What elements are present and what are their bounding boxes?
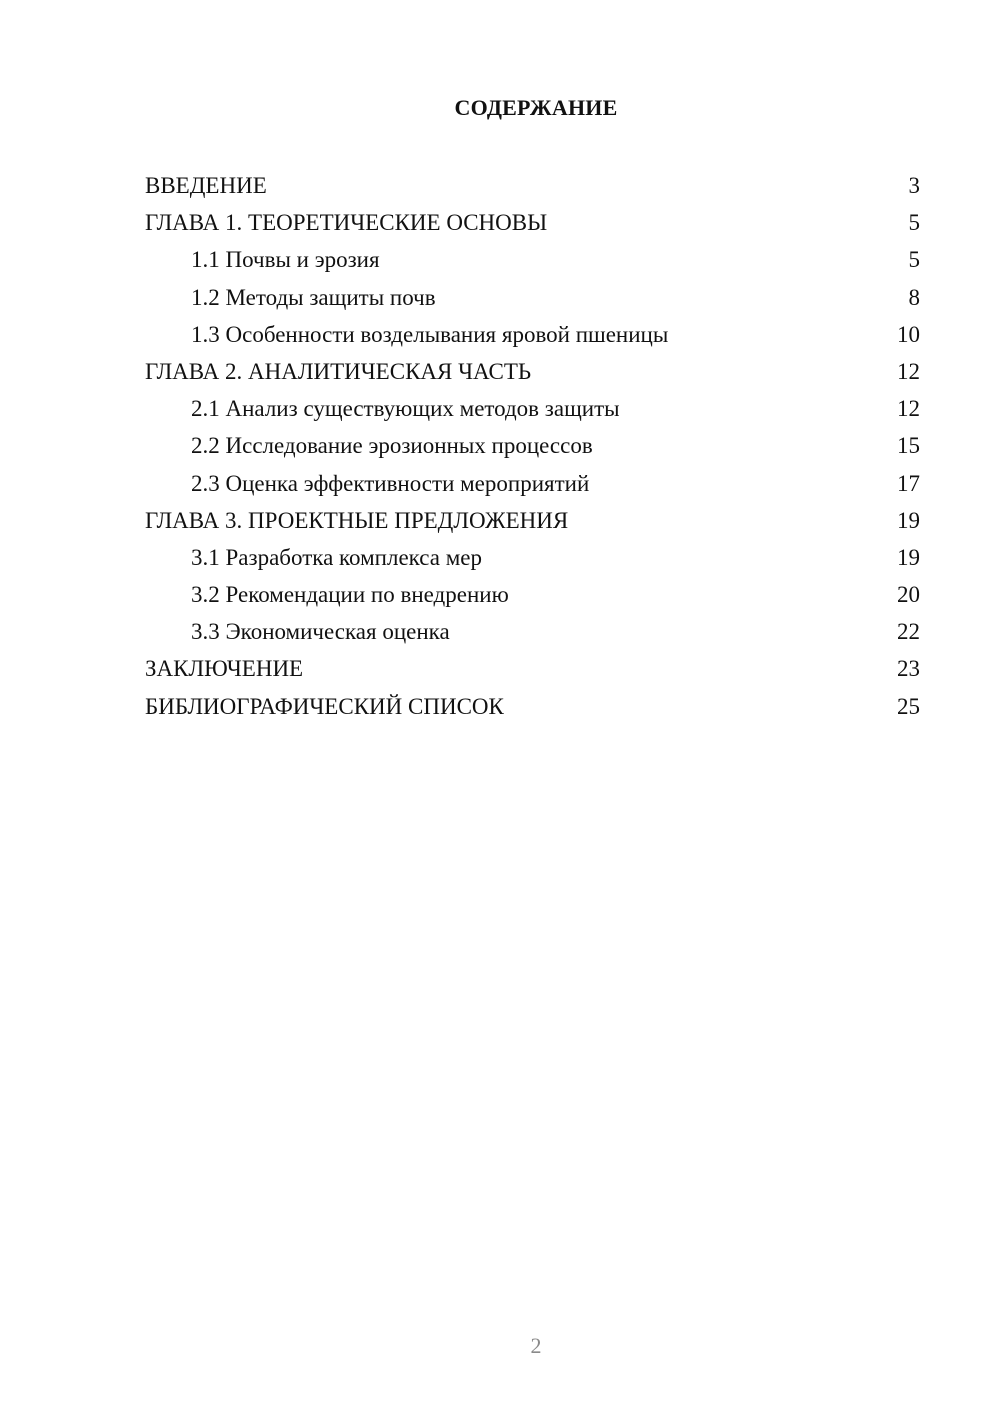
toc-entry-page: 3 <box>908 173 920 198</box>
toc-entry-chapter-2[interactable] <box>145 353 920 390</box>
toc-entry-label: ГЛАВА 3. ПРОЕКТНЫЕ ПРЕДЛОЖЕНИЯ <box>145 507 569 533</box>
toc-entry-section-3-1[interactable] <box>145 539 920 576</box>
toc-entry-label: 1.3 Особенности возделывания яровой пшеницы <box>191 321 669 347</box>
toc-entry-label: 2.1 Анализ существующих методов защиты <box>191 396 620 422</box>
toc-entry-label: ГЛАВА 2. АНАЛИТИЧЕСКАЯ ЧАСТЬ <box>145 358 532 384</box>
toc-entry-section-1-2[interactable] <box>145 279 920 316</box>
toc-entry-label: ВВЕДЕНИЕ <box>145 173 267 198</box>
toc-entry-section-3-3[interactable] <box>145 613 920 650</box>
toc-entry-label: ГЛАВА 1. ТЕОРЕТИЧЕСКИЕ ОСНОВЫ <box>145 210 548 236</box>
toc-entry-page: 25 <box>897 693 920 719</box>
toc-entry-page: 8 <box>908 284 920 310</box>
toc-entry-section-2-2[interactable] <box>145 427 920 464</box>
toc-entry-section-1-3[interactable] <box>145 316 920 353</box>
toc-entry-chapter-3[interactable] <box>145 502 920 539</box>
page-number: 2 <box>530 1333 542 1358</box>
toc-entry-label: БИБЛИОГРАФИЧЕСКИЙ СПИСОК <box>145 693 504 719</box>
toc-entry-label: 2.2 Исследование эрозионных процессов <box>191 433 593 459</box>
toc-entry-page: 12 <box>897 358 920 384</box>
toc-entry-label: 2.3 Оценка эффективности мероприятий <box>191 470 590 496</box>
toc-entry-page: 19 <box>897 544 920 570</box>
toc-entry-page: 5 <box>908 210 920 236</box>
toc-entry-section-1-1[interactable] <box>145 241 920 278</box>
toc-entry-page: 10 <box>897 321 920 347</box>
toc-entry-page: 17 <box>897 470 920 496</box>
toc-entry-label: 3.3 Экономическая оценка <box>191 619 450 645</box>
toc-entry-conclusion[interactable] <box>145 650 920 687</box>
toc-entry-page: 20 <box>897 582 920 608</box>
toc-entry-bibliography[interactable] <box>145 688 920 725</box>
toc-entry-chapter-1[interactable] <box>145 204 920 241</box>
table-of-contents <box>145 167 920 725</box>
toc-entry-section-2-3[interactable] <box>145 465 920 502</box>
toc-entry-page: 23 <box>897 656 920 682</box>
toc-entry-page: 5 <box>908 247 920 273</box>
toc-entry-label: ЗАКЛЮЧЕНИЕ <box>145 656 304 682</box>
toc-title: СОДЕРЖАНИЕ <box>454 95 618 120</box>
toc-entry-section-2-1[interactable] <box>145 390 920 427</box>
toc-entry-page: 15 <box>897 433 920 459</box>
toc-entry-introduction[interactable] <box>145 167 920 204</box>
toc-entry-page: 22 <box>897 619 920 645</box>
toc-entry-page: 19 <box>897 507 920 533</box>
toc-entry-label: 1.2 Методы защиты почв <box>191 284 436 310</box>
toc-entry-section-3-2[interactable] <box>145 576 920 613</box>
toc-entry-page: 12 <box>897 396 920 422</box>
toc-entry-label: 3.2 Рекомендации по внедрению <box>191 582 509 608</box>
toc-entry-label: 3.1 Разработка комплекса мер <box>191 544 482 570</box>
toc-entry-label: 1.1 Почвы и эрозия <box>191 247 380 273</box>
